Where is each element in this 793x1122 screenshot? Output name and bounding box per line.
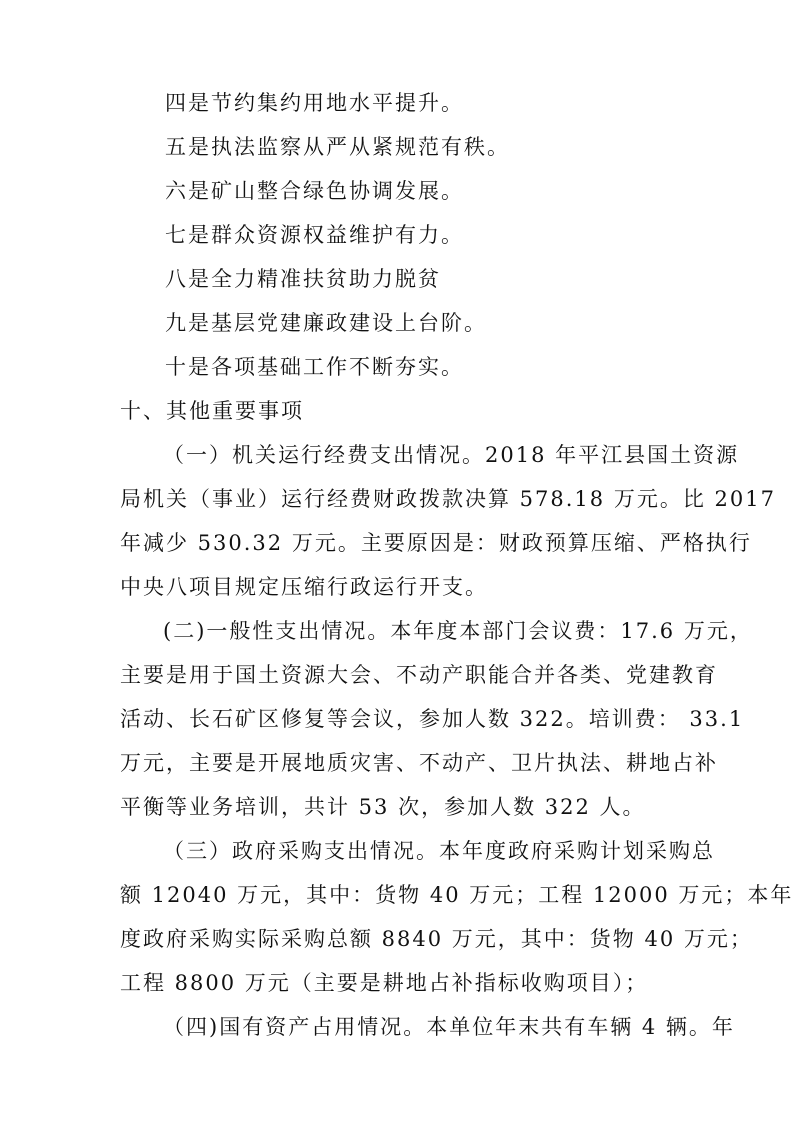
paragraph-2-line-4: 万元，主要是开展地质灾害、不动产、卫片执法、耕地占补: [120, 751, 718, 775]
paragraph-1-line-4: 中央八项目规定压缩行政运行开支。: [120, 575, 488, 599]
paragraph-4-line-1: （四)国有资产占用情况。本单位年末共有车辆 4 辆。年: [163, 1015, 735, 1039]
paragraph-3-line-4: 工程 8800 万元（主要是耕地占补指标收购项目）；: [120, 971, 649, 995]
paragraph-2-line-2: 主要是用于国土资源大会、不动产职能合并各类、党建教育: [120, 663, 718, 687]
paragraph-3-line-1: （三）政府采购支出情况。本年度政府采购计划采购总: [163, 839, 715, 863]
list-item-8: 八是全力精准扶贫助力脱贫: [165, 267, 441, 291]
list-item-9: 九是基层党建廉政建设上台阶。: [165, 311, 487, 335]
paragraph-1-line-3: 年减少 530.32 万元。主要原因是：财政预算压缩、严格执行: [120, 531, 752, 555]
paragraph-2-line-1: (二)一般性支出情况。本年度本部门会议费：17.6 万元，: [163, 619, 753, 643]
list-item-7: 七是群众资源权益维护有力。: [165, 223, 464, 247]
paragraph-1-line-1: （一）机关运行经费支出情况。2018 年平江县国土资源: [163, 443, 740, 467]
paragraph-3-line-2: 额 12040 万元，其中：货物 40 万元；工程 12000 万元；本年: [120, 883, 793, 907]
paragraph-2-line-5: 平衡等业务培训，共计 53 次，参加人数 322 人。: [120, 795, 646, 819]
list-item-6: 六是矿山整合绿色协调发展。: [165, 179, 464, 203]
list-item-4: 四是节约集约用地水平提升。: [165, 91, 464, 115]
list-item-10: 十是各项基础工作不断夯实。: [165, 355, 464, 379]
section-heading: 十、其他重要事项: [120, 399, 304, 423]
paragraph-1-line-2: 局机关（事业）运行经费财政拨款决算 578.18 万元。比 2017: [120, 487, 776, 511]
paragraph-2-line-3: 活动、长石矿区修复等会议，参加人数 322。培训费： 33.1: [120, 707, 745, 731]
paragraph-3-line-3: 度政府采购实际采购总额 8840 万元，其中：货物 40 万元；: [120, 927, 753, 951]
list-item-5: 五是执法监察从严从紧规范有秩。: [165, 135, 510, 159]
